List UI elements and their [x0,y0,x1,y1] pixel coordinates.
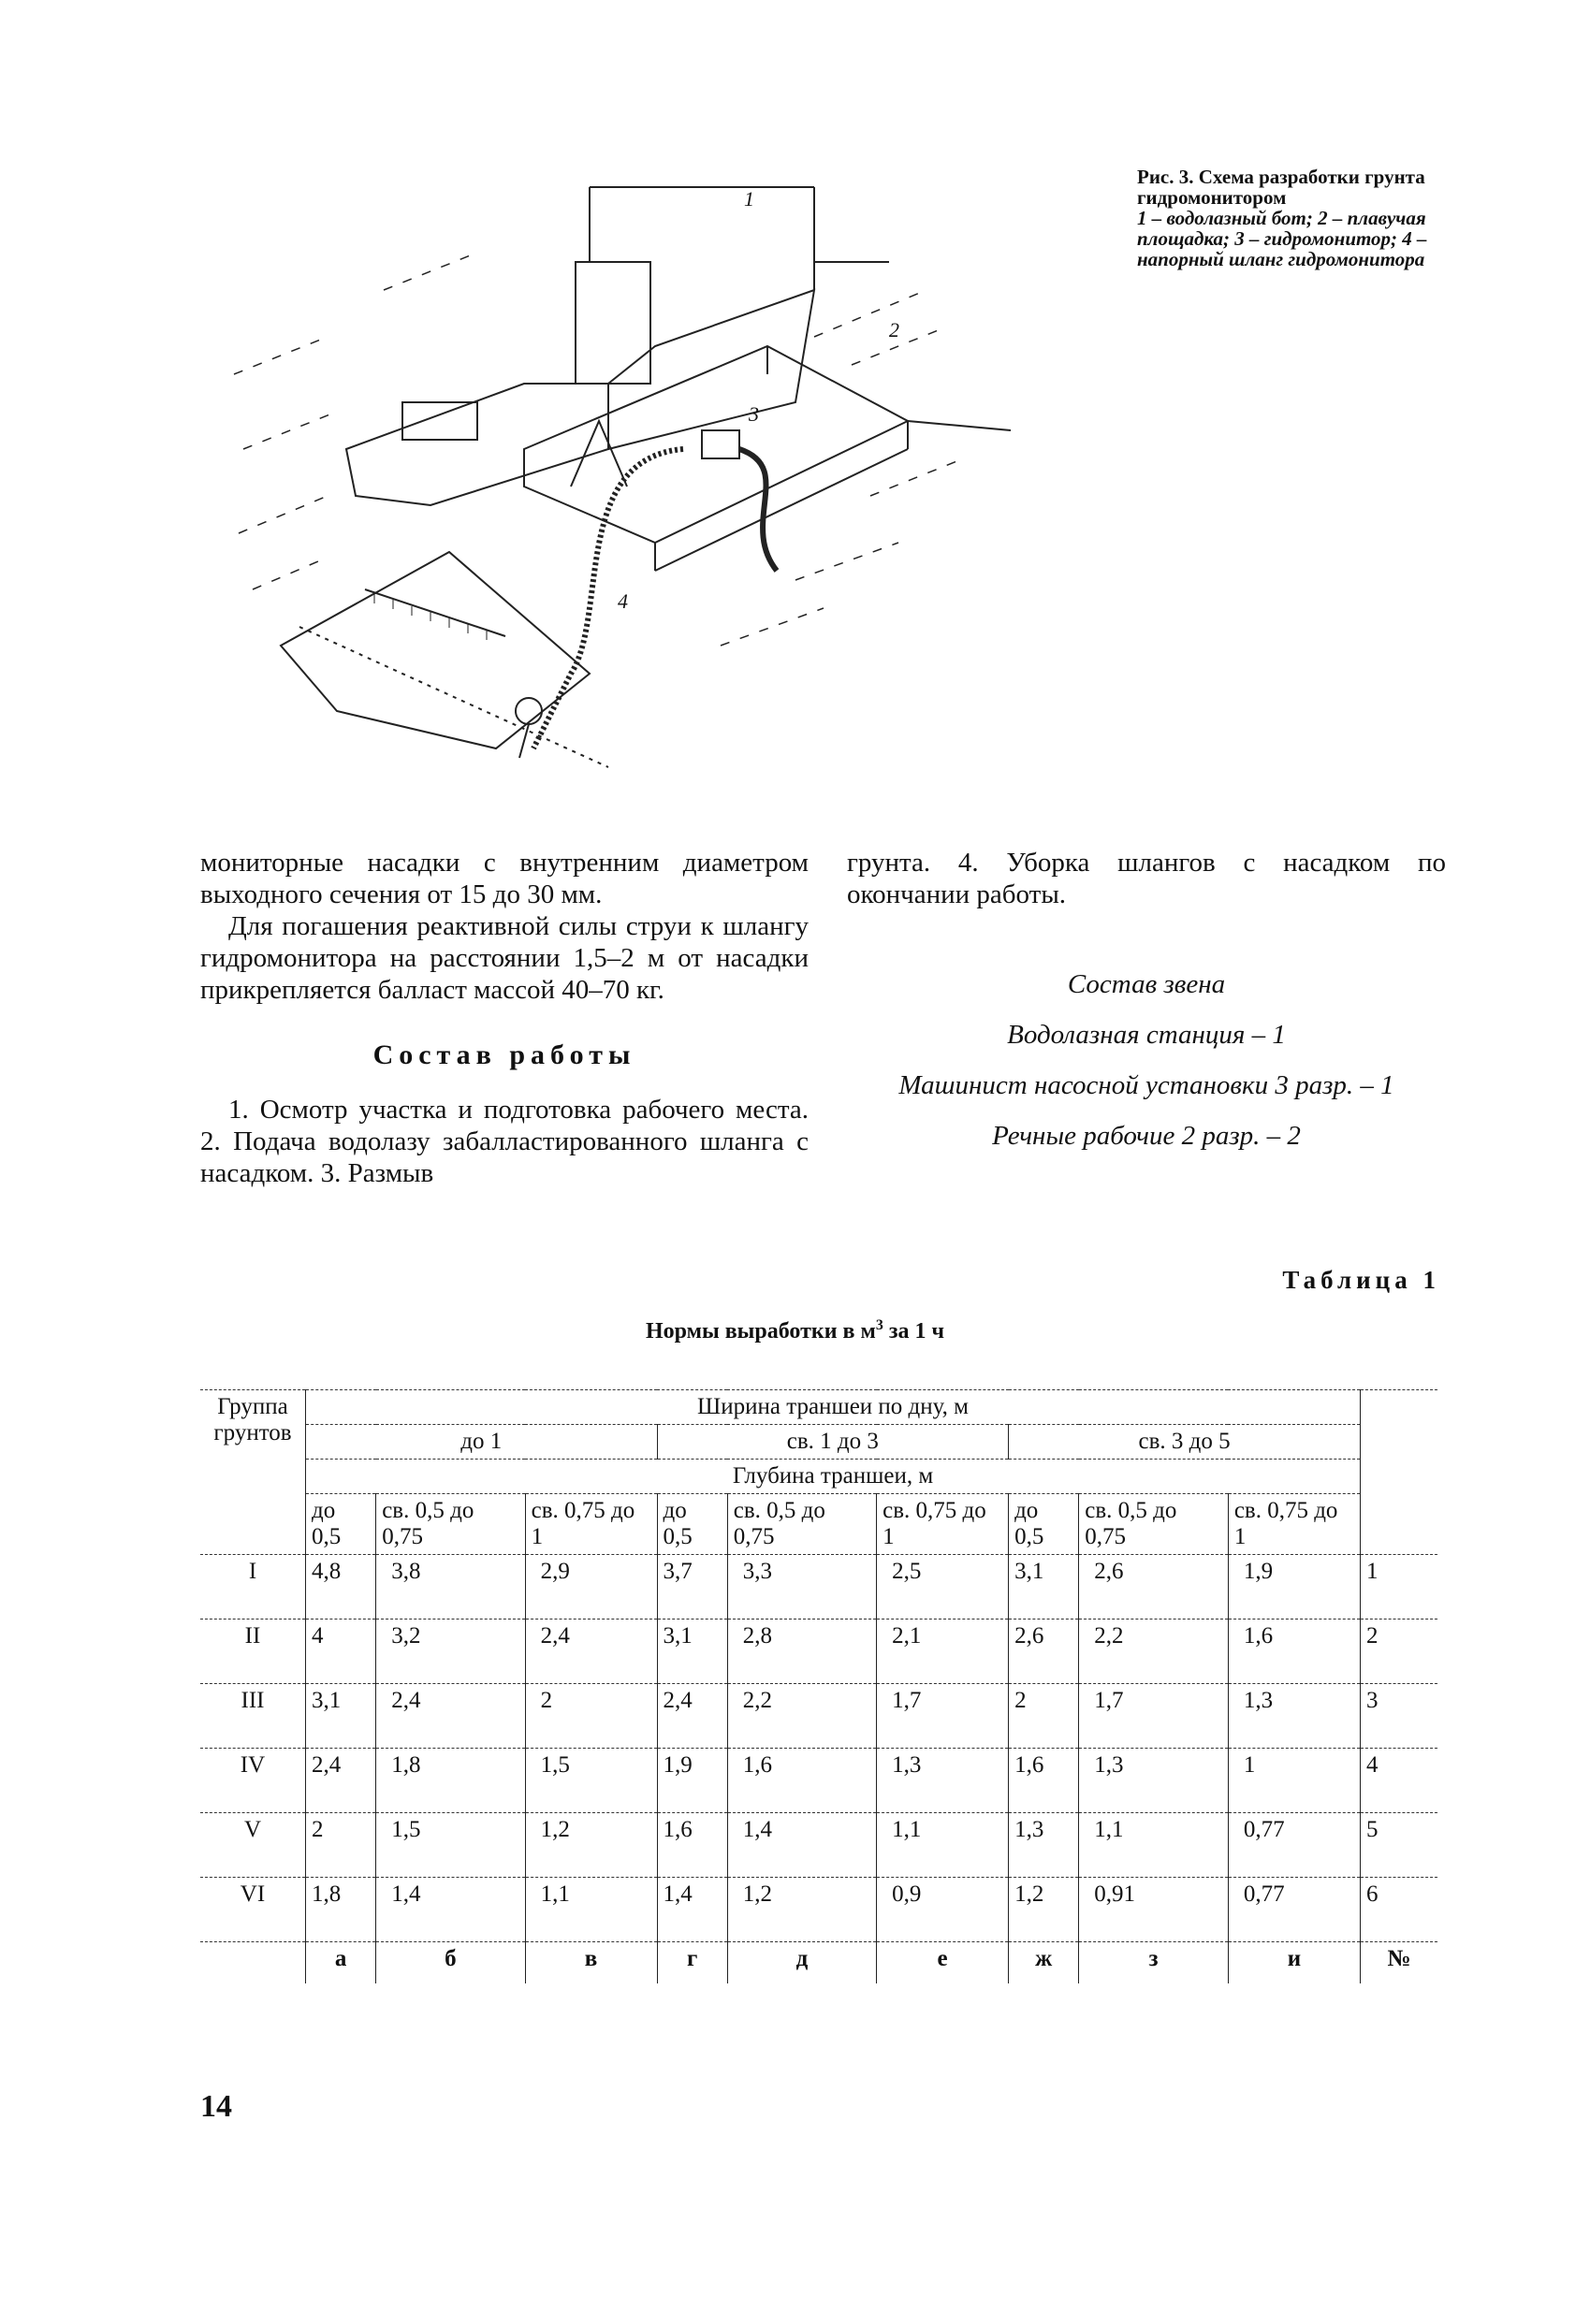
cell-row-number: 4 [1361,1749,1438,1813]
cell-value: 3,1 [657,1620,727,1684]
figure-caption-legend: 1 – водолазный бот; 2 – плавучая площадка; 3 – гидромонитор; 4 – напорный шланг гидромонитора [1137,207,1427,270]
crew-heading: Состав звена [1067,969,1226,999]
cell-value: 1,5 [376,1813,525,1878]
paragraph: 1. Осмотр участка и подготовка рабочего места. 2. Подача водолазу забалластированного шланга с насадком. 3. Размыв [200,1095,809,1188]
cell-value: 2,6 [1079,1555,1229,1620]
callout-3: 3 [749,402,759,426]
cell-value: 1,2 [727,1878,876,1942]
table-title [0,1317,1590,1344]
cell-row-number: 5 [1361,1813,1438,1878]
cell-value: 0,77 [1228,1813,1360,1878]
cell-value: 4 [306,1620,376,1684]
header-width-range: до 1 [306,1425,658,1460]
callout-4: 4 [618,589,628,613]
figure-scheme [215,150,1114,823]
header-depth: Глубина траншеи, м [306,1460,1361,1494]
figure-caption [1137,167,1446,269]
crew-item: Машинист насосной установки 3 разр. – 1 [898,1070,1394,1100]
cell-value: 3,1 [1009,1555,1079,1620]
crew-item: Речные рабочие 2 разр. – 2 [992,1121,1301,1151]
header-depth-cell: св. 0,75 до 1 [877,1494,1009,1555]
header-depth-cell: св. 0,5 до 0,75 [376,1494,525,1555]
paragraph: грунта. 4. Уборка шлангов с насадком по окончании работы. [847,848,1446,909]
cell-column-letter: з [1079,1942,1229,1984]
text-column-right [847,847,1446,1170]
page-number: 14 [200,2089,232,2124]
cell-row-number: 1 [1361,1555,1438,1620]
cell-value: 1,4 [727,1813,876,1878]
cell-value: 3,1 [306,1684,376,1749]
cell-column-letter: ж [1009,1942,1079,1984]
cell-column-letter: б [376,1942,525,1984]
table-title-text: Нормы выработки в м [645,1319,876,1344]
table-row [200,1555,1437,1620]
cell-value: 2,9 [525,1555,657,1620]
header-depth-cell: до 0,5 [657,1494,727,1555]
paragraph: Для погашения реактивной силы струи к шлангу гидромонитора на расстоянии 1,5–2 м от насадки прикрепляется балласт массой 40–70 кг. [200,911,809,1005]
header-depth-cell: св. 0,5 до 0,75 [1079,1494,1229,1555]
cell-value: 1,8 [306,1878,376,1942]
table-title-sup: 3 [875,1317,883,1333]
cell-value: 2 [525,1684,657,1749]
table-row [200,1684,1437,1749]
norms-table [200,1389,1437,1983]
cell-group: VI [200,1878,306,1942]
table-row [200,1620,1437,1684]
cell-value: 1,5 [525,1749,657,1813]
cell-value: 1,9 [1228,1555,1360,1620]
cell-column-letter: № [1387,1946,1411,1971]
cell-value: 1,1 [1079,1813,1229,1878]
cell-value: 2 [1009,1684,1079,1749]
table-row [200,1749,1437,1813]
header-depth-cell: св. 0,5 до 0,75 [727,1494,876,1555]
cell-row-number: 6 [1361,1878,1438,1942]
cell-group: III [200,1684,306,1749]
cell-value: 1,3 [877,1749,1009,1813]
header-width-range: св. 1 до 3 [657,1425,1009,1460]
cell-value: 1,2 [1009,1878,1079,1942]
table-label: Таблица 1 [1282,1266,1440,1294]
header-num-empty [1361,1390,1438,1555]
callout-1: 1 [744,187,754,211]
cell-value: 2,5 [877,1555,1009,1620]
crew-item: Водолазная станция – 1 [1007,1020,1286,1050]
cell-value: 1,7 [877,1684,1009,1749]
cell-value: 1,6 [727,1749,876,1813]
table-title-tail: за 1 ч [883,1319,945,1344]
cell-value: 2,4 [376,1684,525,1749]
cell-value: 2,2 [1079,1620,1229,1684]
cell-group: I [200,1555,306,1620]
paragraph: мониторные насадки с внутренним диаметром выходного сечения от 15 до 30 мм. [200,848,809,909]
table-letter-row [200,1942,1437,1984]
section-heading: Состав работы [372,1039,636,1070]
cell-value: 3,7 [657,1555,727,1620]
table-row [200,1878,1437,1942]
cell-group: IV [200,1749,306,1813]
cell-column-letter: е [877,1942,1009,1984]
cell-value: 1,4 [657,1878,727,1942]
cell-value: 1,8 [376,1749,525,1813]
cell-value: 2,4 [657,1684,727,1749]
cell-value: 2,4 [525,1620,657,1684]
cell-column-letter: а [306,1942,376,1984]
text-column-left [200,847,809,1189]
cell-row-number: 2 [1361,1620,1438,1684]
cell-value: 1 [1228,1749,1360,1813]
header-depth-cell: св. 0,75 до 1 [1228,1494,1360,1555]
callout-2: 2 [889,318,899,341]
cell-column-letter: г [657,1942,727,1984]
cell-group: V [200,1813,306,1878]
cell-value: 3,2 [376,1620,525,1684]
cell-value: 2,8 [727,1620,876,1684]
cell-value: 0,9 [877,1878,1009,1942]
header-depth-cell: до 0,5 [306,1494,376,1555]
header-width: Ширина траншеи по дну, м [306,1390,1361,1425]
header-group: Группа грунтов [200,1390,306,1555]
cell-value: 2,1 [877,1620,1009,1684]
cell-value: 0,77 [1228,1878,1360,1942]
figure-caption-title: Рис. 3. Схема разработки грунта гидромонитором [1137,166,1425,209]
table-row [200,1813,1437,1878]
cell-value: 4,8 [306,1555,376,1620]
cell-value: 0,91 [1079,1878,1229,1942]
cell-value: 1,3 [1228,1684,1360,1749]
cell-column-letter: и [1228,1942,1360,1984]
header-depth-cell: до 0,5 [1009,1494,1079,1555]
crew-list [847,968,1446,1152]
cell-value: 1,3 [1009,1813,1079,1878]
cell-value: 1,4 [376,1878,525,1942]
cell-value: 1,3 [1079,1749,1229,1813]
cell-group: II [200,1620,306,1684]
cell-value: 1,6 [1228,1620,1360,1684]
cell-column-letter: в [525,1942,657,1984]
cell-value: 2,2 [727,1684,876,1749]
cell-value: 1,7 [1079,1684,1229,1749]
norms-table-body [200,1555,1437,1984]
cell-value: 2,6 [1009,1620,1079,1684]
cell-value: 1,6 [657,1813,727,1878]
cell-value: 3,3 [727,1555,876,1620]
cell-value: 2 [306,1813,376,1878]
cell-value: 1,9 [657,1749,727,1813]
cell-value: 1,1 [525,1878,657,1942]
cell-value: 3,8 [376,1555,525,1620]
cell-empty [200,1942,306,1984]
cell-value: 1,2 [525,1813,657,1878]
cell-column-letter: д [727,1942,876,1984]
cell-row-number: 3 [1361,1684,1438,1749]
figure-drawing [215,150,1114,823]
cell-value: 2,4 [306,1749,376,1813]
header-width-range: св. 3 до 5 [1009,1425,1361,1460]
cell-value: 1,1 [877,1813,1009,1878]
cell-value: 1,6 [1009,1749,1079,1813]
header-depth-cell: св. 0,75 до 1 [525,1494,657,1555]
